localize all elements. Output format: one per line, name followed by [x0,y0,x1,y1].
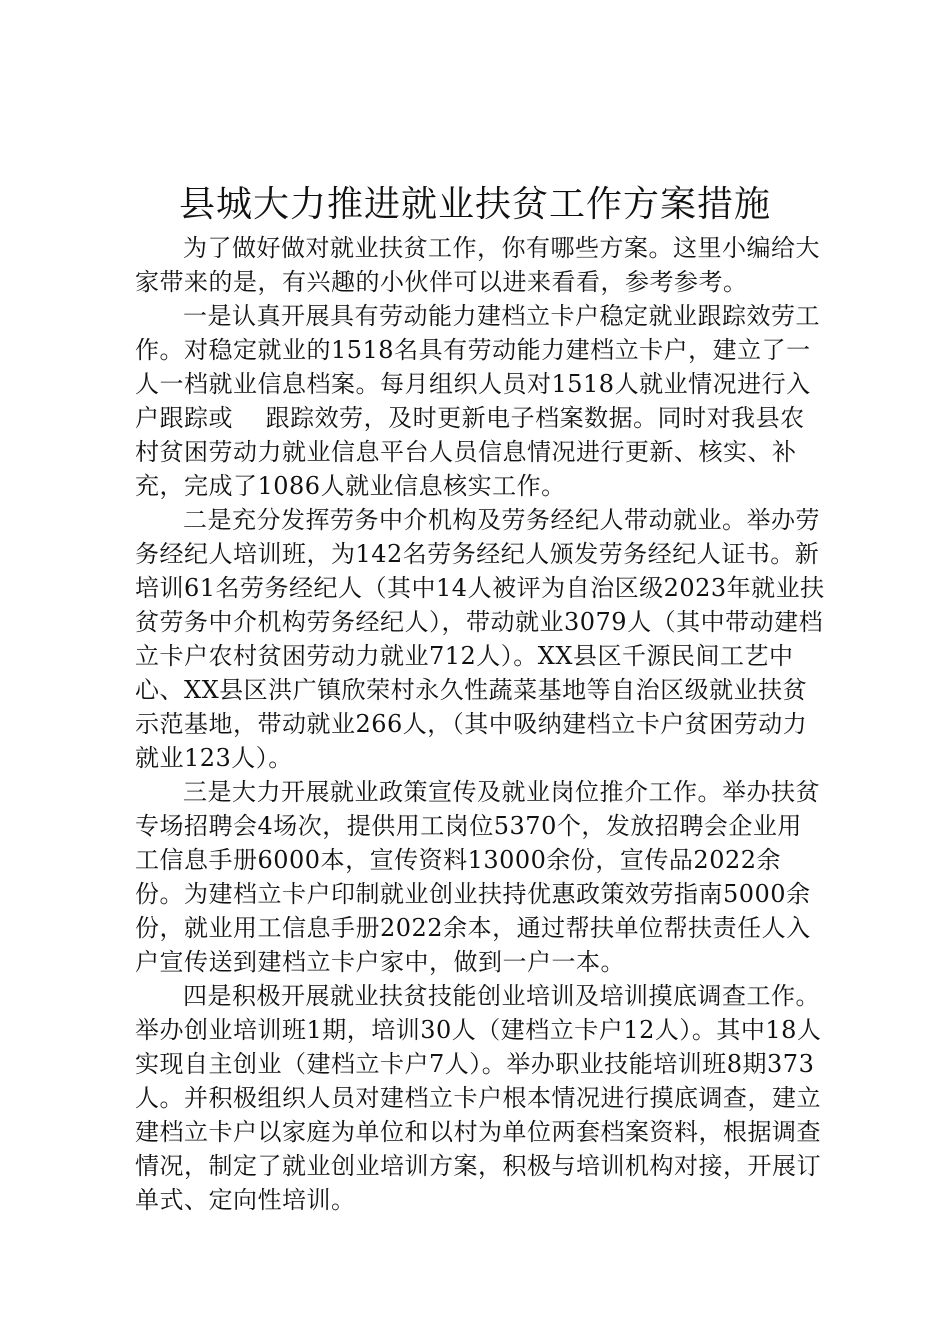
document-title: 县城大力推进就业扶贫工作方案措施 [178,184,771,225]
paragraph-2: 二是充分发挥劳务中介机构及劳务经纪人带动就业。举办劳务经纪人培训班，为142名劳务经纪人颁发劳务经纪人证书。新培训61名劳务经纪人（其中14人被评为自治区级2023年就业扶贫劳务中介机构劳务经纪人），带动就业3079人（其中带动建档立卡户农村贫困劳动力就业712人）。XX县区千源民间工艺中心、XX县区洪广镇欣荣村永久性蔬菜基地等自治区级就业扶贫示范基地，带动就业266人，（其中吸纳建档立卡户贫困劳动力就业123人）。 [135,506,825,772]
paragraph-1: 一是认真开展具有劳动能力建档立卡户稳定就业跟踪效劳工作。对稳定就业的1518名具有劳动能力建档立卡户，建立了一人一档就业信息档案。每月组织人员对1518人就业情况进行入户跟踪或 跟踪效劳，及时更新电子档案数据。同时对我县农村贫困劳动力就业信息平台人员信息情况进行更新、核实、补充，完成了1086人就业信息核实工作。 [135,302,820,500]
paragraph-4: 四是积极开展就业扶贫技能创业培训及培训摸底调查工作。举办创业培训班1期，培训30人（建档立卡户12人）。其中18人实现自主创业（建档立卡户7人）。举办职业技能培训班8期373人。并积极组织人员对建档立卡户根本情况进行摸底调查，建立建档立卡户以家庭为单位和以村为单位两套档案资料，根据调查情况，制定了就业创业培训方案，积极与培训机构对接，开展订单式、定向性培训。 [135,982,822,1214]
paragraph-3: 三是大力开展就业政策宣传及就业岗位推介工作。举办扶贫专场招聘会4场次，提供用工岗位5370个，发放招聘会企业用工信息手册6000本，宣传资料13000余份，宣传品2022余份。为建档立卡户印制就业创业扶持优惠政策效劳指南5000余份，就业用工信息手册2022余本，通过帮扶单位帮扶责任人入户宣传送到建档立卡户家中，做到一户一本。 [135,778,820,976]
intro-paragraph: 为了做好做对就业扶贫工作，你有哪些方案。这里小编给大家带来的是，有兴趣的小伙伴可以进来看看，参考参考。 [135,234,820,296]
document-body [135,231,825,1217]
